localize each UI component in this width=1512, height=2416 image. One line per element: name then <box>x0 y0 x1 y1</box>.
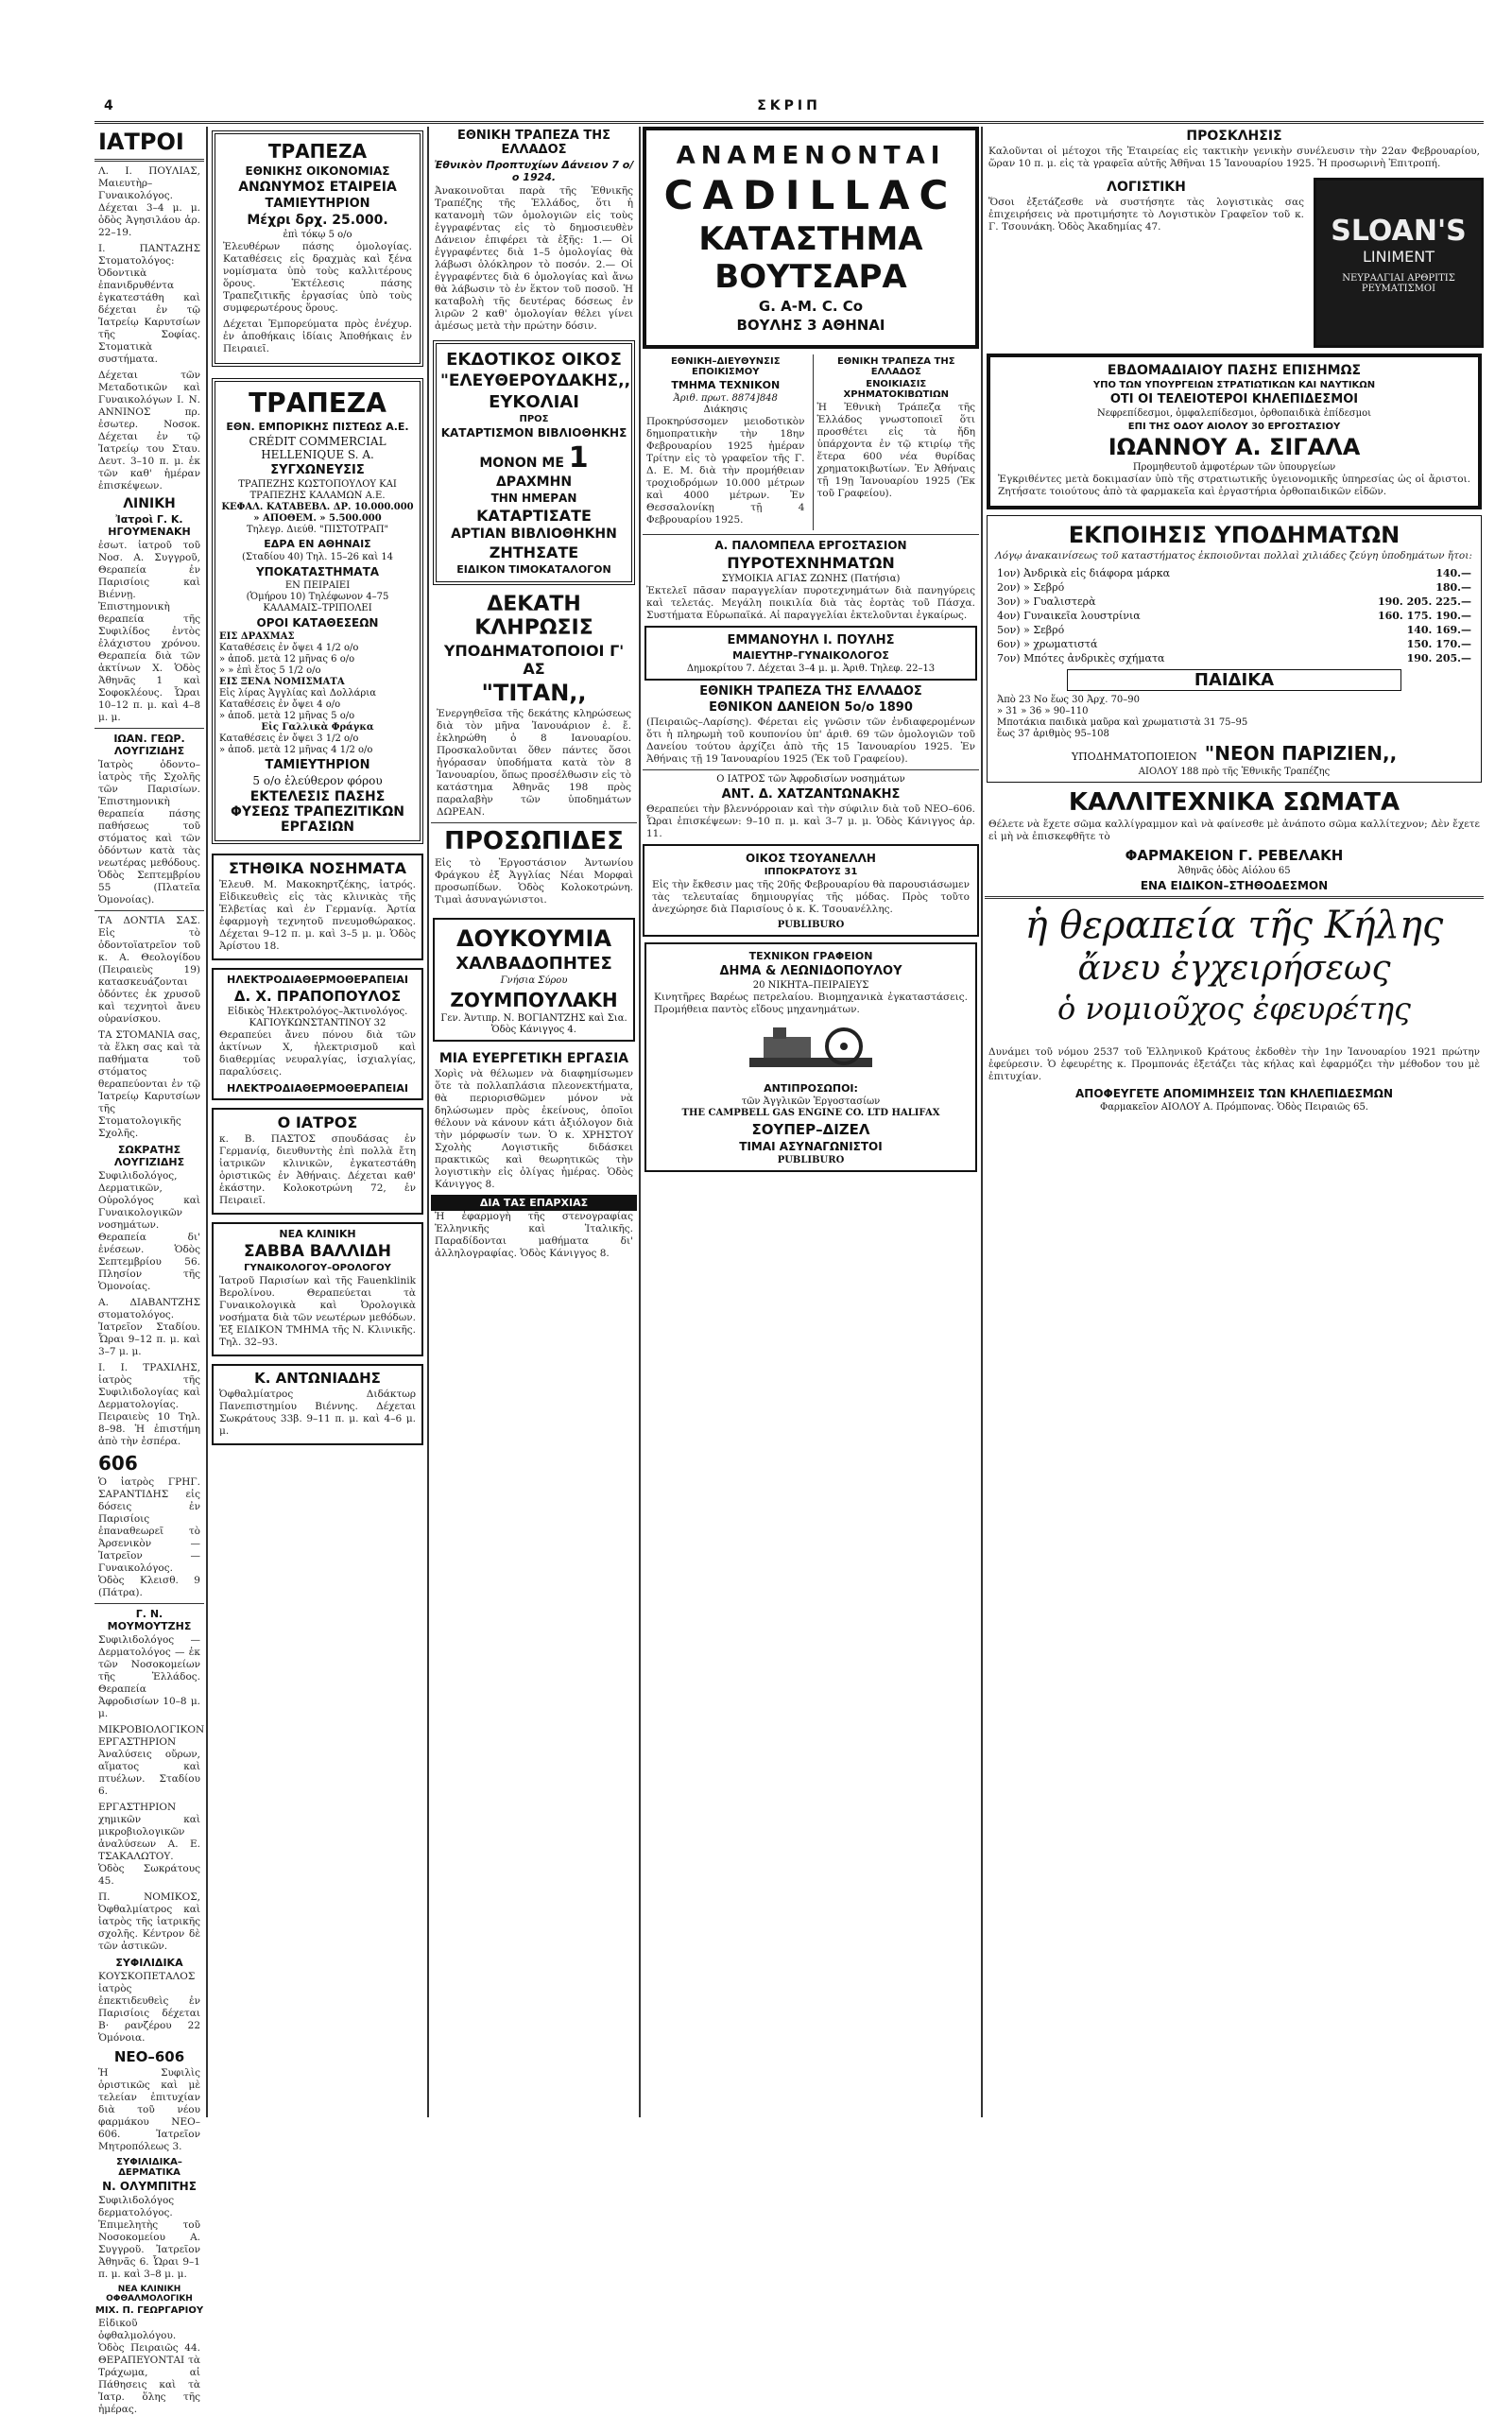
ad-subheading: ΟΡΟΙ ΚΑΤΑΘΕΣΕΩΝ <box>256 616 379 630</box>
ad-heading: ΙΩΑΝΝΟΥ Α. ΣΙΓΑΛΑ <box>1108 434 1361 460</box>
ad-electrotherapy <box>212 968 423 1100</box>
ad-text: ΔΡΑΧΜΗΝ <box>495 475 573 490</box>
ad-subheading: ΥΠΟΚΑΤΑΣΤΗΜΑΤΑ <box>255 565 380 578</box>
ad-zoumboulakis <box>433 918 635 1042</box>
ad-text: Ι. Ι. ΤΡΑΧΙΛΗΣ, ἰατρὸς τῆς Συφιλιδολογίας καὶ Δερματολογίας. Πειραιεὺς 10 Τηλ. 8–98. Ἡ ἐπιστήμη ἀπὸ τὴν ἑσπέρα. <box>98 1362 200 1447</box>
ad-text: Π. ΝΟΜΙΚΟΣ, Ὀφθαλμίατρος καὶ ἰατρὸς τῆς ἰατρικῆς σχολῆς. Κέντρον δὲ τῶν ἀστικῶν. <box>98 1891 200 1952</box>
price-row <box>997 595 1471 609</box>
ad-text: Εἰς τὸ Ἐργοστάσιον Ἀντωνίου Φράγκου ἐξ Ἀγγλίας Νέαι Μορφαὶ προσωπίδων. Ὁδὸς Κολοκοτρώνη. Τιμαὶ ἀσυναγώνιστοι. <box>435 857 633 906</box>
ad-hernia-treatment <box>985 903 1484 1113</box>
ad-subheading: ΣΥΓΧΩΝΕΥΣΙΣ <box>270 463 365 477</box>
ad-heading: ΔΙΑ ΤΑΣ ΕΠΑΡΧΙΑΣ <box>431 1195 637 1211</box>
ad-text: Ἐλευθ. Μ. Μακοκηρτζέκης, ἰατρός. Εἰδικευθεὶς εἰς τὰς κλινικὰς τῆς Ἑλβετίας καὶ ἐν Γερμανίᾳ. Ἀρτία ἐφαρμογὴ τεχνητοῦ πνευμοθώρακος. Δέχεται 9–12 π. μ. καὶ 3–5 μ. μ. Ὁδὸς Ἀρίστου 18. <box>219 879 416 952</box>
ad-text: Γνήσια Σύρου <box>500 975 568 986</box>
ad-heading: ΣΑΒΒΑ ΒΑΛΛΙΔΗ <box>244 1242 391 1261</box>
ad-subheading: ΚΑΤΑΡΤΙΣΑΤΕ <box>476 507 592 525</box>
row-notices <box>643 354 979 530</box>
ad-text: ΚΑΛΑΜΑΙΣ–ΤΡΙΠΟΛΕΙ <box>263 603 372 613</box>
ad-text: ΕΝ ΠΕΙΡΑΙΕΙ <box>284 580 351 591</box>
ad-subheading: ΠΑΙΔΙΚΑ <box>1067 669 1401 691</box>
ad-heading: ΛΙΝΙΚΗ <box>123 496 176 511</box>
ad-heading: "ΤΙΤΑΝ,, <box>481 680 587 706</box>
ad-text: Φαρμακεῖον ΑΙΟΛΟΥ Α. Πρόμπονας. Ὁδὸς Πειραιῶς 65. <box>1100 1102 1368 1113</box>
ad-text: ἐπὶ τόκῳ 5 ο/ο <box>283 230 352 240</box>
ad-heading: ἄνευ ἐγχειρήσεως <box>1077 949 1391 988</box>
ad-text: Ἀθηνᾶς ὁδὸς Αἰόλου 65 <box>1177 866 1291 876</box>
ad-heading: ΣΤΗΘΙΚΑ ΝΟΣΗΜΑΤΑ <box>228 859 407 877</box>
ad-heading: ΣΟΥΠΕΡ–ΔΙΖΕΛ <box>751 1121 870 1138</box>
ad-heading: ΕΘΝΙΚΗ ΤΡΑΠΕΖΑ ΤΗΣ ΕΛΛΑΔΟΣ <box>699 684 922 699</box>
ad-text: ἐσωτ. ἰατροῦ τοῦ Νοσ. Α. Συγγροῦ, Θεραπεία ἐν Παρισίοις καὶ Βιέννῃ. Ἐπιστημονικὴ θεραπεία τῆς Συφιλίδος ἐντὸς ἐλάχιστου χρόνου. Θεραπεία διὰ τῶν ἀκτίνων X. Ὁδὸς Ἀθηνᾶς 1 καὶ Σοφοκλέους. Ὧραι 10–12 π. μ. καὶ 4–8 μ. μ. <box>98 540 200 723</box>
ad-text: » ἀποδ. μετὰ 12 μῆνας 4 1/2 ο/ο <box>219 745 373 755</box>
ad-tsouanellis <box>643 844 979 937</box>
column-rule <box>206 127 208 2117</box>
ad-text: ΕΙΣ ΞΕΝΑ ΝΟΜΙΣΜΑΤΑ <box>219 677 345 687</box>
ad-subheading: ΕΘΝΙΚΗΣ ΟΙΚΟΝΟΜΙΑΣ <box>245 164 390 178</box>
ad-text: (Σταδίου 40) Τηλ. 15–26 καὶ 14 <box>241 552 394 562</box>
notice-safe-deposit <box>813 354 980 530</box>
ad-subheading: Δ. Χ. ΠΡΑΠΟΠΟΥΛΟΣ <box>233 988 402 1005</box>
ad-text: Καλοῦνται οἱ μέτοχοι τῆς Ἑταιρείας εἰς τακτικὴν γενικὴν συνέλευσιν τὴν 22αν Φεβρουαρίου, ὥραν 10 π. μ. εἰς τὰ γραφεῖα αὐτῆς Ἀθῆναι 15 Ἰανουαρίου 1925. Ἡ προσωρινὴ Ἐπιτροπή. <box>988 146 1480 169</box>
ad-text: Συφιλιδολόγος δερματολόγος. Ἐπιμελητὴς τοῦ Νοσοκομείου Α. Συγγροῦ. Ἰατρεῖον Ἀθηνᾶς 6. Ὧραι 9–1 π. μ. καὶ 3–8 μ. μ. <box>98 2195 200 2280</box>
ad-sigalas <box>987 354 1482 509</box>
price-value: 160. 175. 190.— <box>1377 610 1471 622</box>
ad-subheading: ΤΑΜΙΕΥΤΗΡΙΟΝ <box>265 197 370 211</box>
ad-heading: ΔΗΜΑ & ΛΕΩΝΙΔΟΠΟΥΛΟΥ <box>719 964 902 978</box>
ad-text: ΣΥΜΟΙΚΙΑ ΑΓΙΑΣ ΖΩΝΗΣ (Πατήσια) <box>721 574 901 584</box>
ad-text: Λ. Ι. ΠΟΥΛΙΑΣ, Μαιευτὴρ–Γυναικολόγος. Δέχεται 3–4 μ. μ. ὁδὸς Ἀγησιλάου ἀρ. 22–19. <box>98 165 200 238</box>
ad-text: (Ὁμήρου 10) Τηλέφωνον 4–75 <box>246 592 389 602</box>
row-right-top <box>985 127 1484 174</box>
ad-text: Καταθέσεις ἐν ὄψει 4 ο/ο <box>219 699 341 710</box>
ad-technical-office <box>644 942 977 1172</box>
ad-heading: ΕΜΜΑΝΟΥΗΛ Ι. ΠΟΥΛΗΣ <box>727 633 895 647</box>
price-row <box>997 637 1471 651</box>
ad-subheading: ΤΗΝ ΗΜΕΡΑΝ <box>490 492 577 505</box>
ad-heading: ΕΚΠΟΙΗΣΙΣ ΥΠΟΔΗΜΑΤΩΝ <box>1068 522 1400 548</box>
newspaper-page <box>94 95 1484 2415</box>
ad-heading: ΝΕΑ ΚΛΙΝΙΚΗ ΟΦΘΑΛΜΟΛΟΓΙΚΗ <box>106 2285 193 2304</box>
ad-text: ΕΡΓΑΣΤΗΡΙΟΝ χημικῶν καὶ μικροβιολογικῶν ἀναλύσεων Α. Ε. ΤΣΑΚΑΛΩΤΟΥ. Ὁδὸς Σωκράτους 45. <box>98 1802 200 1887</box>
ad-heading: ΕΒΔΟΜΑΔΙΑΙΟΥ ΠΑΣΗΣ ΕΠΙΣΗΜΩΣ <box>1107 363 1362 378</box>
ad-text: κ. Β. ΠΑΣΤΟΣ σπουδάσας ἐν Γερμανίᾳ, διευθυντὴς ἐπὶ πολλὰ ἔτη ἰατρικῶν κλινικῶν, ἐγκατεστάθη ὁριστικῶς ἐν Ἀθήναις. Δέχεται καθ' ἑκάστην. Κολοκοτρώνη 72, ἐν Πειραιεῖ. <box>219 1133 416 1206</box>
ad-heading: ὁ νομιοῦχος ἐφευρέτης <box>1057 991 1411 1027</box>
ad-text: » ἀποδ. μετὰ 12 μῆνας 6 ο/ο <box>219 654 355 664</box>
column-announcements <box>643 127 979 2117</box>
ad-subheading: ΤΑΜΙΕΥΤΗΡΙΟΝ <box>265 758 370 772</box>
ad-subheading: ΙΠΠΟΚΡΑΤΟΥΣ 31 <box>764 867 858 877</box>
ad-text: Ἡ Ἐθνικὴ Τράπεζα τῆς Ἑλλάδος γνωστοποιεῖ ὅτι προσθέτει εἰς τὰ ἤδη ὑπάρχοντα ἐν τῷ κτιρίῳ τῆς ἕτερα 600 νέα θυρίδας χρηματοκιβωτίων. Ἐν Ἀθήναις τῇ 19ῃ Ἰανουαρίου 1925 (Ἐκ τοῦ Γραφείου). <box>816 402 975 499</box>
ad-subheading: ΚΑΤΑΡΤΙΣΜΟΝ ΒΙΒΛΙΟΘΗΚΗΣ <box>440 426 627 440</box>
column-rule <box>427 127 429 2117</box>
ad-subheading <box>440 441 627 490</box>
ad-text: Ἰατροῦ Παρισίων καὶ τῆς Fauenklinik Βερολίνου. Θεραπεύεται τὰ Γυναικολογικὰ καὶ Ὀρολογικὰ νοσήματα διὰ τῶν νεωτέρων μεθόδων. Ἐξ ΕΙΔΙΚΟΝ ΤΜΗΜΑ τῆς Ν. Κλινικῆς. Τηλ. 32–93. <box>219 1275 416 1348</box>
ad-text: Ο ΙΑΤΡΟΣ τῶν Ἀφροδισίων νοσημάτων <box>716 774 905 785</box>
ad-subheading: ΜΑΙΕΥΤΗΡ–ΓΥΝΑΙΚΟΛΟΓΟΣ <box>732 649 889 662</box>
price-item: 4ον) Γυναικεῖα λουστρίνια <box>997 610 1141 622</box>
ad-heading: ΕΘΝΙΚΗ–ΔΙΕΥΘΥΝΣΙΣ ΕΠΟΙΚΙΣΜΟΥ <box>670 356 781 377</box>
paper-name: ΣΚΡΙΠ <box>757 98 821 113</box>
price-row: » 31 » 36 » 90–110 <box>997 706 1089 716</box>
page-number: 4 <box>104 98 113 113</box>
ad-shoe-sale <box>987 515 1482 783</box>
ad-new-clinic <box>212 1222 423 1356</box>
ad-text: Ἐνεργηθεῖσα τῆς δεκάτης κληρώσεως διὰ τὸν μῆνα Ἰανουάριον ἐ. ἔ. ἐκληρώθη ὁ 8 Ιανουαρίου. Προσκαλοῦνται ὅθεν πάντες ὅσοι ἠγόρασαν ὑποδήματα κατὰ τὸν 8 Ἰανουαρίου, ὅπως προσέλθωσιν εἰς τὸ κατάστημα Ἀθηνᾶς 198 πρὸς παραλαβὴν τῶν ὑποδημάτων ΔΩΡΕΑΝ. <box>437 708 631 818</box>
ad-heading: ΔΟΥΚΟΥΜΙΑ <box>455 925 612 952</box>
ad-text: Ἐλευθέρων πάσης ὁμολογίας. Καταθέσεις εἰς δραχμὰς καὶ ξένα νομίσματα ὑπὸ τοὺς καλλιτέρους ὅρους. Ἐκτέλεσις πάσης Τραπεζιτικῆς ἐργασίας ὑπὸ τοὺς συμφερωτέρους ὅρους. <box>223 241 412 314</box>
ad-text: Ἡ Συφιλὶς ὁριστικῶς καὶ μὲ τελείαν ἐπιτυχίαν διὰ τοῦ νέου φαρμάκου ΝΕΟ–606. Ἰατρεῖον Μητροπόλεως 3. <box>98 2067 200 2152</box>
price-item: 1ον) Ἀνδρικὰ εἰς διάφορα μάρκα <box>997 567 1171 579</box>
ad-subheading: ΝΕΑ ΚΛΙΝΙΚΗ <box>279 1228 356 1240</box>
column-banks <box>210 127 425 2117</box>
ad-text: Τηλεγρ. Διεύθ. "ΠΙΣΤΟΤΡΑΠ" <box>246 525 389 535</box>
ad-subheading: ΑΝΤΙΠΡΟΣΩΠΟΙ: <box>764 1082 858 1095</box>
ad-poulis <box>644 626 977 681</box>
section-title: ΙΑΤΡΟΙ <box>98 129 184 155</box>
price-value: 190. 205.— <box>1406 652 1471 664</box>
ad-subheading: ΥΠΟ ΤΩΝ ΥΠΟΥΡΓΕΙΩΝ ΣΤΡΑΤΙΩΤΙΚΩΝ ΚΑΙ ΝΑΥΤΙΚΩΝ <box>1092 380 1376 390</box>
ad-text: Δυνάμει τοῦ νόμου 2537 τοῦ Ἑλληνικοῦ Κράτους ἐκδοθὲν τὴν 1ην Ἰανουαρίου 1921 πρώτην ἐφεύρεσιν. Ὁ ἐφευρέτης κ. Προμπονάς ἐξετάζει τὰς κήλας καὶ ἐφαρμόζει τὴν μέθοδον του μὲ ἐπιτυχίαν. <box>988 1046 1480 1082</box>
ad-text: ΤΑ ΔΟΝΤΙΑ ΣΑΣ. Εἰς τὸ ὀδοντοϊατρεῖον τοῦ κ. Α. Θεολογίδου (Πειραιεὺς 19) κατασκευάζονται ὀδόντες ἐκ χρυσοῦ καὶ τεχνητοὶ ἄνευ οὐρανίσκου. <box>98 915 200 1025</box>
ad-text: PUBLIBURO <box>777 1155 845 1165</box>
ad-heading: Κ. ΑΝΤΩΝΙΑΔΗΣ <box>254 1370 381 1387</box>
ad-text: HELLENIQUE S. A. <box>261 448 374 461</box>
ad-heading: ΠΡΟΣΚΛΗΣΙΣ <box>1186 129 1282 144</box>
ad-subheading: ΑΡΤΙΑΝ ΒΙΒΛΙΟΘΗΚΗΝ <box>451 526 617 542</box>
price-value: 190. 205. 225.— <box>1377 595 1471 608</box>
ad-heading: ΤΡΑΠΕΖΑ <box>249 388 387 419</box>
ad-text: ΜΙΚΡΟΒΙΟΛΟΓΙΚΟΝ ΕΡΓΑΣΤΗΡΙΟΝ Ἀναλύσεις οὔρων, αἵματος καὶ πτυέλων. Σταδίου 6. <box>98 1724 205 1797</box>
price-item: 5ον) » Σεβρό <box>997 624 1065 636</box>
ad-text: ΑΙΟΛΟΥ 188 πρὸ τῆς Ἐθνικῆς Τραπέζης <box>1138 767 1331 777</box>
ad-text: Γεν. Ἀντιπρ. Ν. ΒΟΓΙΑΝΤΖΗΣ καὶ Σια. Ὁδὸς Κάνιγγος 4. <box>440 1013 627 1035</box>
ad-text: τῶν Ἀγγλικῶν Ἐργοστασίων <box>741 1096 881 1107</box>
ad-heading: ΜΙΑ ΕΥΕΡΓΕΤΙΚΗ ΕΡΓΑΣΙΑ <box>438 1051 629 1066</box>
ad-subheading: ΑΠΟΦΕΥΓΕΤΕ ΑΠΟΜΙΜΗΣΕΙΣ ΤΩΝ ΚΗΛΕΠΙΔΕΣΜΩΝ <box>1075 1087 1393 1100</box>
price-value: 180.— <box>1435 581 1471 594</box>
ad-titan-lottery <box>433 593 635 819</box>
ad-bank-national-economy <box>212 130 423 367</box>
ad-invitation <box>985 127 1484 174</box>
ad-heading: ΕΘΝΙΚΗ ΤΡΑΠΕΖΑ ΤΗΣ ΕΛΛΑΔΟΣ <box>836 356 955 377</box>
column-rule <box>981 127 983 2117</box>
ad-text: Θεραπεύει τὴν βλεννόρροιαν καὶ τὴν σύφιλιν διὰ τοῦ NEO–606. Ὧραι ἐπισκέψεων: 9–10 π. μ. καὶ 3–7 μ. μ. Ὁδὸς Κάνιγγος ἀρ. 11. <box>646 803 975 839</box>
page-header <box>94 95 1484 124</box>
ad-bank-commercial-credit <box>212 378 423 844</box>
ad-heading: ΔΕΚΑΤΗ ΚΛΗΡΩΣΙΣ <box>474 593 593 640</box>
price-row <box>997 566 1471 580</box>
ad-heading: ΚΑΤΑΣΤΗΜΑ ΒΟΥΤΣΑΡΑ <box>698 220 923 296</box>
ad-text: » ἀποδ. μετὰ 12 μῆνας 5 ο/ο <box>219 711 355 721</box>
price-item: 6ον) » χρωματιστά <box>997 638 1098 650</box>
ad-subheading: LINIMENT <box>1363 248 1435 266</box>
ad-heading: ΑΝΑΜΕΝΟΝΤΑΙ <box>676 142 946 170</box>
ad-subheading: ΒΟΥΛΗΣ 3 ΑΘΗΝΑΙ <box>736 317 885 334</box>
ad-text: Συφιλιδολόγος — Δερματολόγος — ἐκ τῶν Νοσοκομείων τῆς Ἑλλάδος. Θεραπεία Ἀφροδισίων 10–8 μ. μ. <box>98 1634 200 1719</box>
ad-heading: ΕΚΔΟΤΙΚΟΣ ΟΙΚΟΣ <box>446 350 622 370</box>
ad-heading: ΛΟΓΙΣΤΙΚΗ <box>1107 180 1186 195</box>
column-doctors <box>94 127 205 2415</box>
ad-text: » » ἐπὶ ἔτος 5 1/2 ο/ο <box>219 665 321 676</box>
price-list <box>991 566 1477 665</box>
column-middle <box>431 127 637 2117</box>
ad-text: ΝΕΥΡΑΛΓΙΑΙ ΑΡΘΡΙΤΙΣ ΡΕΥΜΑΤΙΣΜΟΙ <box>1342 273 1455 294</box>
shop-line <box>991 740 1477 767</box>
ad-subheading: ΕΙΔΙΚΟΝ ΤΙΜΟΚΑΤΑΛΟΓΟΝ <box>456 563 611 576</box>
ad-heading: ΚΑΛΛΙΤΕΧΝΙΚΑ ΣΩΜΑΤΑ <box>1068 788 1400 817</box>
ad-heading: ΟΙΚΟΣ ΤΣΟΥΑΝΕΛΛΗ <box>746 852 876 865</box>
price-row: Ἀπὸ 23 Νο ἕως 30 Ἀρχ. 70–90 <box>997 695 1141 705</box>
price-item: 3ον) » Γυαλιστερὰ <box>997 595 1096 608</box>
ad-text: ΚΟΥΣΚΟΠΕΤΑΛΟΣ ἰατρὸς ἐπεκτιδευθεὶς ἐν Παρισίοις δέχεται Β· ρανζέρου 22 Ὁμόνοια. <box>98 1971 200 2044</box>
ad-text: ΜΟΝΟΝ ΜΕ <box>479 456 564 471</box>
ad-heading: ΣΥΦΙΛΙΔΙΚΑ <box>115 1957 183 1969</box>
ad-text: 1 <box>568 441 589 475</box>
ad-subheading: ΕΚΤΕΛΕΣΙΣ ΠΑΣΗΣ ΦΥΣΕΩΣ ΤΡΑΠΕΖΙΤΙΚΩΝ ΕΡΓΑΣΙΩΝ <box>230 789 405 835</box>
ad-sloans <box>1314 178 1484 348</box>
ad-subheading: ΖΗΤΗΣΑΤΕ <box>489 544 579 561</box>
ad-subheading: ΕΠΙ ΤΗΣ ΟΔΟΥ ΑΙΟΛΟΥ 30 ΕΡΓΟΣΤΑΣΙΟΥ <box>1127 422 1341 432</box>
price-value: 150. 170.— <box>1406 638 1471 650</box>
ad-heading: "ΕΛΕΥΘΕΡΟΥΔΑΚΗΣ,, <box>440 371 631 390</box>
ad-text: Δημοκρίτου 7. Δέχεται 3–4 μ. μ. Ἀριθ. Τηλεφ. 22–13 <box>686 664 936 674</box>
ad-heading: ΤΡΑΠΕΖΑ <box>267 140 368 163</box>
ad-text: Ἀριθ. πρωτ. 8874]848 <box>673 393 778 404</box>
ad-text: 5 ο/ο ἐλεύθερον φόρου <box>252 774 383 787</box>
ad-subheading: ΕΘΝ. ΕΜΠΟΡΙΚΗΣ ΠΙΣΤΕΩΣ Α.Ε. <box>226 421 409 433</box>
ad-heading: Γ. Ν. ΜΟΥΜΟΥΤΖΗΣ <box>107 1608 192 1632</box>
ad-text: Προμηθευτοῦ ἀμφοτέρων τῶν ὑπουργείων <box>1132 462 1336 473</box>
ad-subheading: ΕΔΡΑ ΕΝ ΑΘΗΝΑΙΣ <box>264 538 371 550</box>
price-item: 2ον) » Σεβρό <box>997 581 1065 594</box>
ad-subheading: Μέχρι δρχ. 25.000. <box>247 213 388 228</box>
ad-heading: Ο ΙΑΤΡΟΣ <box>277 1113 358 1131</box>
ad-heading: ΣΥΦΙΛΙΔΙΚΑ–ΔΕΡΜΑΤΙΚΑ <box>116 2157 182 2178</box>
ad-text: Νεφρεπίδεσμοι, ὀμφαλεπίδεσμοι, ὀρθοπαιδικὰ ἐπίδεσμοι <box>1096 408 1372 419</box>
ad-subheading: ΤΜΗΜΑ ΤΕΧΝΙΚΟΝ <box>671 379 781 391</box>
ad-text: CRÉDIT COMMERCIAL <box>249 435 387 448</box>
ad-text: Ἰατρὸς ὀδοντο–ἰατρὸς τῆς Σχολῆς τῶν Παρισίων. Ἐπιστημονικὴ θεραπεία πάσης παθήσεως τοῦ στόματος καὶ τῶν ὀδόντων κατὰ τὰς νεωτέρας μεθόδους. Ὁδὸς Σεπτεμβρίου 55 (Πλατεῖα Ὁμονοίας). <box>98 759 200 906</box>
ad-chest-diseases <box>212 854 423 960</box>
ad-heading: 606 <box>98 1452 138 1475</box>
ad-subheading: ΥΠΟΔΗΜΑΤΟΠΟΙΟΙ Γ' ΑΣ <box>443 642 625 678</box>
ad-text: Εἰς λίρας Ἀγγλίας καὶ Δολλάρια <box>219 688 376 699</box>
ad-heading: ΧΑΛΒΑΔΟΠΗΤΕΣ <box>455 954 612 974</box>
ad-subheading: ΑΝΩΝΥΜΟΣ ΕΤΑΙΡΕΙΑ <box>238 180 397 195</box>
ad-antoniadis <box>212 1364 423 1445</box>
ad-text: Θεραπεύει ἄνευ πόνου διὰ τῶν ἀκτίνων X, ἠλεκτρισμοῦ καὶ διαθερμίας νευραλγίας, ἰσχιαλγίας, παραλύσεις. <box>219 1029 416 1078</box>
ad-text: Εἰδικὸς Ἠλεκτρολόγος–Ἀκτινολόγος. ΚΑΓΙΟΥΚΩΝΣΤΑΝΤΙΝΟΥ 32 <box>227 1007 408 1028</box>
ad-text: » ΑΠΟΘΕΜ. » 5.500.000 <box>253 513 382 524</box>
ad-heading: ΗΛΕΚΤΡΟΔΙΑΘΕΡΜΟΘΕΡΑΠΕΙΑΙ <box>227 974 408 986</box>
price-row <box>997 580 1471 595</box>
ad-heading: ΖΟΥΜΠΟΥΛΑΚΗ <box>450 989 618 1011</box>
ad-heading: ἡ θεραπεία τῆς Κήλης <box>1024 904 1444 947</box>
ad-heading: ΣΩΚΡΑΤΗΣ ΛΟΥΓΙΖΙΔΗΣ <box>113 1144 185 1168</box>
ad-text: Ὁ ἰατρὸς ΓΡΗΓ. ΣΑΡΑΝΤΙΔΗΣ εἰς δόσεις ἐν Παρισίοις ἐπαναθεωρεῖ τὸ Ἀρσενικὸν — Ἰατρεῖον — Γυναικολόγος. Ὁδὸς Κλεισθ. 9 (Πάτρα). <box>98 1476 200 1598</box>
ad-text: Εἰδικοῦ ὀφθαλμολόγου. Ὁδὸς Πειραιῶς 44. ΘΕΡΑΠΕΥΟΝΤΑΙ τὰ Τράχωμα, αἱ Πάθησεις καὶ τὰ Ἰατρ. ὅλης τῆς ἡμέρας. <box>98 2318 200 2415</box>
ad-heading: Ν. ΟΛΥΜΠΙΤΗΣ <box>102 2180 197 2193</box>
ad-text: Εἰς τὴν ἔκθεσιν μας τῆς 20ῆς Φεβρουαρίου θὰ παρουσιάσωμεν τὰς τελευταίας δημιουργίας τῆς μόδας. Πρὸς τοῦτο ἀνεχώρησε διὰ Παρισίους ὁ κ. Κ. Τσουανέλλης. <box>652 879 970 915</box>
price-row: ἕως 37 ἀριθμὸς 95–108 <box>997 729 1109 739</box>
ad-text: Λόγῳ ἀνακαινίσεως τοῦ καταστήματος ἐκποιοῦνται πολλαὶ χιλιάδες ζεύγη ὑποδημάτων ἤτοι: <box>995 550 1472 561</box>
ad-text: ΚΕΦΑΛ. ΚΑΤΑΒΕΒΛ. ΔΡ. 10.000.000 <box>221 502 414 512</box>
ad-heading: ΑΝΤ. Δ. ΧΑΤΖΑΝΤΩΝΑΚΗΣ <box>721 787 901 802</box>
ad-text: Χορὶς νὰ θέλωμεν νὰ διαφημίσωμεν ὅτε τὰ πολλαπλάσια πλεονεκτήματα, θὰ περιορισθῶμεν μόνον νὰ δηλώσωμεν πρὸς ἐκείνους, ὁποῖοι θέλουν νὰ κάνουν κάτι ἀξιόλογον διὰ τὴν μόρφωσίν των. Ὁ κ. ΧΡΗΣΤΟΥ Σχολὴς Λογιστικῆς διδάσκει πρακτικῶς καὶ θεωρητικῶς τὴν λογιστικὴν εἰς ὀλίγας ἡμέρας. Ὁδὸς Κάνιγγος 8. <box>435 1068 633 1190</box>
ad-heading: ΠΡΟΣΩΠΙΔΕΣ <box>444 827 624 855</box>
ad-cadillac <box>643 127 979 349</box>
ad-heading: SLOAN'S <box>1331 215 1467 248</box>
ad-subheading: ΦΑΡΜΑΚΕΙΟΝ Γ. ΡΕΒΕΛΑΚΗ <box>1125 847 1344 864</box>
ad-text: Διάκησις <box>703 405 747 415</box>
ad-text: ΥΠΟΔΗΜΑΤΟΠΟΙΕΙΟΝ <box>1071 751 1197 763</box>
row-right-second <box>985 178 1484 348</box>
ad-text: (Πειραιῶς–Λαρίσης). Φέρεται εἰς γνῶσιν τῶν ἐνδιαφερομένων ὅτι ἡ πληρωμὴ τοῦ κουπονίου ὑπ' ἀριθ. 69 τῶν ὁμολογιῶν τοῦ Δανείου τούτου ἀρχίζει ἀπὸ τῆς 15 Ἰανουαρίου 1925. Ἐν Ἀθήναις τῇ 19 Ἰανουαρίου 1925 (Ἐκ τοῦ Γραφείου). <box>646 716 975 765</box>
ad-text: ΕΙΣ ΔΡΑΧΜΑΣ <box>219 631 295 642</box>
ad-subheading: ΟΤΙ ΟΙ ΤΕΛΕΙΟΤΕΡΟΙ ΚΗΛΕΠΙΔΕΣΜΟΙ <box>1109 392 1359 406</box>
ad-heading: ΤΕΧΝΙΚΟΝ ΓΡΑΦΕΙΟΝ <box>748 950 873 962</box>
ad-heading: Α. ΠΑΛΟΜΠΕΛΑ ΕΡΓΟΣΤΑΣΙΟΝ <box>714 539 907 552</box>
ad-text: Κινητῆρες Βαρέως πετρελαίου. Βιομηχανικὰ ἐγκαταστάσεις. Προμήθεια παντὸς εἴδους μηχανημάτων. <box>654 992 968 1015</box>
ad-subheading: ΠΡΟΣ <box>519 414 549 424</box>
price-row <box>997 623 1471 637</box>
price-row <box>997 609 1471 623</box>
ad-text: Εἰς Γαλλικὰ Φράγκα <box>261 722 374 733</box>
ad-text: Προκηρύσσομεν μειοδοτικὸν δημοπρατικὴν τὴν 18ην Φεβρουαρίου 1925 ἡμέραν Τρίτην εἰς τὸ γραφεῖον τῆς Γ. Δ. Ε. Μ. διὰ τὴν προμήθειαν τροχιοδρόμων 10.000 μέτρων καὶ 4000 μέτρων. Ἐν Θεσσαλονίκῃ τῇ 4 Φεβρουαρίου 1925. <box>646 416 805 526</box>
price-row: Μποτάκια παιδικὰ μαῦρα καὶ χρωματιστὰ 31 75–95 <box>997 717 1248 728</box>
ad-heading: ΗΛΕΚΤΡΟΔΙΑΘΕΡΜΟΘΕΡΑΠΕΙΑΙ <box>227 1082 408 1095</box>
ad-text: THE CAMPBELL GAS ENGINE CO. LTD HALIFAX <box>681 1108 940 1118</box>
ad-text: Θέλετε νὰ ἔχετε σῶμα καλλίγραμμον καὶ νὰ φαίνεσθε μὲ ἀνάποτο σῶμα καλλίτεχνον; Δὲν ἔχετε εἰ μὴ νὰ ἐπισκεφθῆτε τὸ <box>988 819 1480 842</box>
ad-text: Ὀφθαλμίατρος Διδάκτωρ Πανεπιστημίου Βιέννης. Δέχεται Σωκράτους 33β. 9–11 π. μ. καὶ 4–6 μ. μ. <box>219 1389 416 1437</box>
ad-subheading: ΤΙΜΑΙ ΑΣΥΝΑΓΩΝΙΣΤΟΙ <box>739 1140 883 1153</box>
ad-text: Ι. ΠΑΝΤΑΖΗΣ Στοματολόγος: Ὀδοντικὰ ἐπανιδρυθέντα ἐγκατεστάθη καὶ δέχεται ἐν τῷ Ἰατρείῳ Καρυτσίων τῆς Σοφίας. Στοματικὰ συστήματα. <box>98 243 200 365</box>
ad-accounting <box>985 178 1308 348</box>
ad-heading: ΜΙΧ. Π. ΓΕΩΡΓΑΡΙΟΥ <box>94 2305 204 2316</box>
ad-text: 20 ΝΙΚΗΤΑ–ΠΕΙΡΑΙΕΥΣ <box>752 980 869 991</box>
ad-doctor-pastos <box>212 1108 423 1215</box>
row-bottom-ads <box>643 844 979 937</box>
ad-text: Ἡ ἐφαρμογὴ τῆς στενογραφίας Ἑλληνικῆς καὶ Ἰταλικῆς. Παραδίδονται μαθήματα δι' ἀλληλογραφίας. Ὁδὸς Κάνιγγος 8. <box>435 1211 633 1259</box>
ad-text: Ἐγκριθέντες μετὰ δοκιμασίαν ὑπὸ τῆς στρατιωτικῆς ὑγειονομικῆς ὑπηρεσίας ὡς οἱ ἄριστοι. Ζητήσατε τοιούτους ἀπὸ τὰ φαρμακεῖα καὶ ἐργαστήρια ὀρθοπαιδικῶν εἰδῶν. <box>998 474 1470 497</box>
ad-text: Δέχεται τῶν Μεταδοτικῶν καὶ Γυναικολόγων Ι. Ν. ΑΝΝΙΝΟΣ πρ. ἐσωτερ. Νοσοκ. Δέχεται ἐν τῷ Ἰατρείῳ του Σταυ. Δευτ. 3–10 π. μ. ἐκ τῶν καθ' ἡμέραν ἐπισκέψεων. <box>98 370 200 492</box>
ad-text: ΤΡΑΠΕΖΗΣ ΚΩΣΤΟΠΟΥΛΟΥ ΚΑΙ ΤΡΑΠΕΖΗΣ ΚΑΛΑΜΩΝ Α.Ε. <box>238 479 397 501</box>
ad-subheading: ΕΝΟΙΚΙΑΣΙΣ ΧΡΗΜΑΤΟΚΙΒΩΤΙΩΝ <box>843 379 949 400</box>
ad-text: Α. ΔΙΑΒΑΝΤΖΗΣ στοματολόγος. Ἰατρεῖον Σταδίου. Ὧραι 9–12 π. μ. καὶ 3–7 μ. μ. <box>98 1297 200 1357</box>
ad-text: ΤΑ ΣΤΟΜΑΝΙΑ σας, τὰ ἕλκη σας καὶ τὰ παθήματα τοῦ στόματος θεραπεύονται ἐν τῷ Ἰατρείῳ Καρυτσίων τῆς Στοματολογικῆς Σχολῆς. <box>98 1029 200 1139</box>
price-value: 140. 169.— <box>1406 624 1471 636</box>
ad-subheading: ΕΥΚΟΛΙΑΙ <box>489 392 579 412</box>
price-row <box>997 651 1471 665</box>
ad-subheading: ΕΝΑ ΕΙΔΙΚΟΝ–ΣΤΗΘΟΔΕΣΜΟΝ <box>1140 879 1329 892</box>
price-value: 140.— <box>1435 567 1471 579</box>
column-rule <box>639 127 641 2117</box>
ad-text: Ὅσοι ἐξετάζεσθε νὰ συστήσητε τὰς λογιστικὰς σας ἐπιχειρήσεις νὰ προτιμήσητε τὸ Λογιστικὸν Γραφεῖον τοῦ κ. Γ. Τσουνάκη. Ὁδὸς Ἀκαδημίας 47. <box>988 197 1304 233</box>
ad-heading: ΝΕΟ–606 <box>113 2048 185 2065</box>
ad-subheading: ΓΥΝΑΙΚΟΛΟΓΟΥ–ΟΡΟΛΟΓΟΥ <box>244 1263 391 1273</box>
ad-heading: ΕΘΝΙΚΗ ΤΡΑΠΕΖΑ ΤΗΣ ΕΛΛΑΔΟΣ <box>457 129 610 157</box>
ad-text: Συφιλιδολόγος, Δερματικῶν, Οὐρολόγος καὶ Γυναικολογικῶν νοσημάτων. Θεραπεία δι' ἐνέσεων. Ὁδὸς Σεπτεμβρίου 56. Πλησίον τῆς Ὁμονοίας. <box>98 1170 200 1292</box>
ad-text: Δέχεται Ἐμπορεύματα πρὸς ἐνέχυρ. ἐν ἀποθήκαις ἰδίαις Ἀποθήκαις ἐν Πειραιεῖ. <box>223 319 412 354</box>
price-item: 7ον) Μπότες ἀνδρικὲς σχήματα <box>997 652 1165 664</box>
ad-subheading: Ἐθνικὸν Προπτυχίων Δάνειον 7 ο/ο 1924. <box>434 159 634 183</box>
ad-text: Ἀνακοινοῦται παρὰ τῆς Ἐθνικῆς Τραπέζης τῆς Ἑλλάδος, ὅτι ἡ κατανομὴ τῶν ὁμολογιῶν εἰς τοὺς ἐγγραφέντας εἰς τὸ δημοσιευθὲν Δάνειον ἐπιφέρει τὰ ἑξῆς: 1.— Οἱ ἐγγραφέντες διὰ 1–5 ὁμολογίας θὰ λάβωσι ὁλόκληρον τὸ ποσόν. 2.— Οἱ ἐγγραφέντες διὰ 6 ὁμολογίας καὶ ἄνω θὰ λάβωσιν τὸ ἐν ἕκτον τοῦ ποσοῦ. Ἡ καταβολὴ τῆς δευτέρας δόσεως ἐν λιρῶν 2 καθ' ὁμολογίαν θέλει γίνει ἀμέσως μετὰ τὴν πρώτην δόσιν. <box>435 185 633 332</box>
ad-artistic-corsets <box>985 788 1484 892</box>
ad-heading: ΠΥΡΟΤΕΧΝΗΜΑΤΩΝ <box>727 554 895 572</box>
engine-illustration <box>740 1020 882 1077</box>
ad-text: PUBLIBURO <box>777 920 845 930</box>
ad-subheading: G. A-M. C. Co <box>758 298 864 315</box>
ad-heading: CADILLAC <box>663 172 958 218</box>
ad-heading: Ἰατροὶ Γ. Κ. ΗΓΟΥΜΕΝΑΚΗ <box>108 513 191 538</box>
ad-text: Καταθέσεις ἐν ὄψει 4 1/2 ο/ο <box>219 643 359 653</box>
ad-eleftheroudakis <box>433 340 635 585</box>
ad-text: Ἐκτελεῖ πᾶσαν παραγγελίαν πυροτεχνημάτων διὰ πανηγύρεις καὶ τελετάς. Μεγάλη ποικιλία διὰ τὰς ἑορτὰς τοῦ Πάσχα. Συστήματα Εὐρωπαϊκά. Αἱ παραγγελίαι ἐκτελοῦνται ἐγκαίρως. <box>646 585 975 621</box>
ad-text: Καταθέσεις ἐν ὄψει 3 1/2 ο/ο <box>219 733 359 744</box>
column-right <box>985 127 1484 2117</box>
ad-heading: ΙΩΑΝ. ΓΕΩΡ. ΛΟΥΓΙΖΙΔΗΣ <box>113 733 185 757</box>
ad-heading: "ΝΕΟΝ ΠΑΡΙΖΙΕΝ,, <box>1204 742 1398 765</box>
notice-settlement <box>643 354 809 530</box>
ad-subheading: ΕΘΝΙΚΟΝ ΔΑΝΕΙΟΝ 5ο/ο 1890 <box>709 700 913 715</box>
